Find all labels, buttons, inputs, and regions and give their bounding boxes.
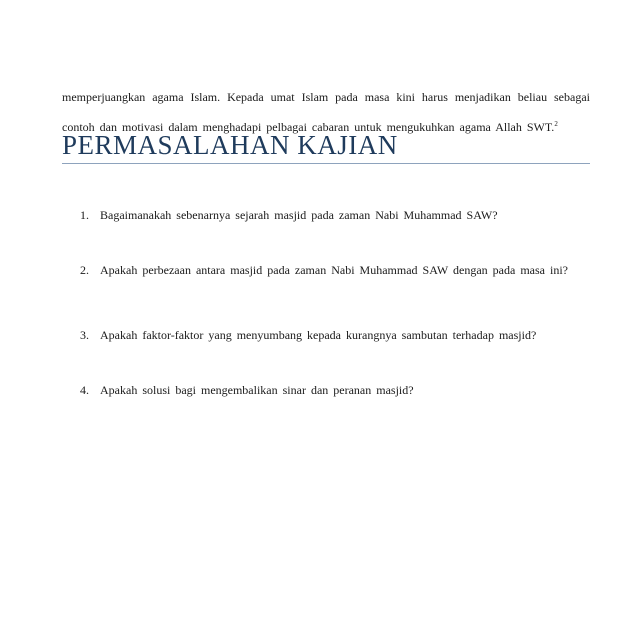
list-item-number: 1. bbox=[80, 208, 89, 222]
section-heading: PERMASALAHAN KAJIAN bbox=[62, 130, 398, 160]
list-item-number: 3. bbox=[80, 328, 89, 342]
list-item-text: Apakah solusi bagi mengembalikan sinar dan peranan masjid? bbox=[100, 383, 414, 397]
heading-underline-rule bbox=[62, 163, 590, 164]
list-item-number: 2. bbox=[80, 263, 89, 277]
intro-line-2-text: contoh dan motivasi dalam menghadapi pelbagai cabaran untuk mengukuhkan agama Allah SWT. bbox=[62, 120, 555, 134]
list-item-text: Apakah perbezaan antara masjid pada zaman Nabi Muhammad SAW dengan pada masa ini? bbox=[100, 263, 568, 277]
list-item-text: Bagaimanakah sebenarnya sejarah masjid pada zaman Nabi Muhammad SAW? bbox=[100, 208, 498, 222]
footnote-reference: 2 bbox=[554, 120, 558, 128]
list-item-number: 4. bbox=[80, 383, 89, 397]
intro-line-1: memperjuangkan agama Islam. Kepada umat Islam pada masa kini harus menjadikan beliau sebagai bbox=[62, 90, 590, 104]
list-item-text: Apakah faktor-faktor yang menyumbang kepada kurangnya sambutan terhadap masjid? bbox=[100, 328, 537, 342]
